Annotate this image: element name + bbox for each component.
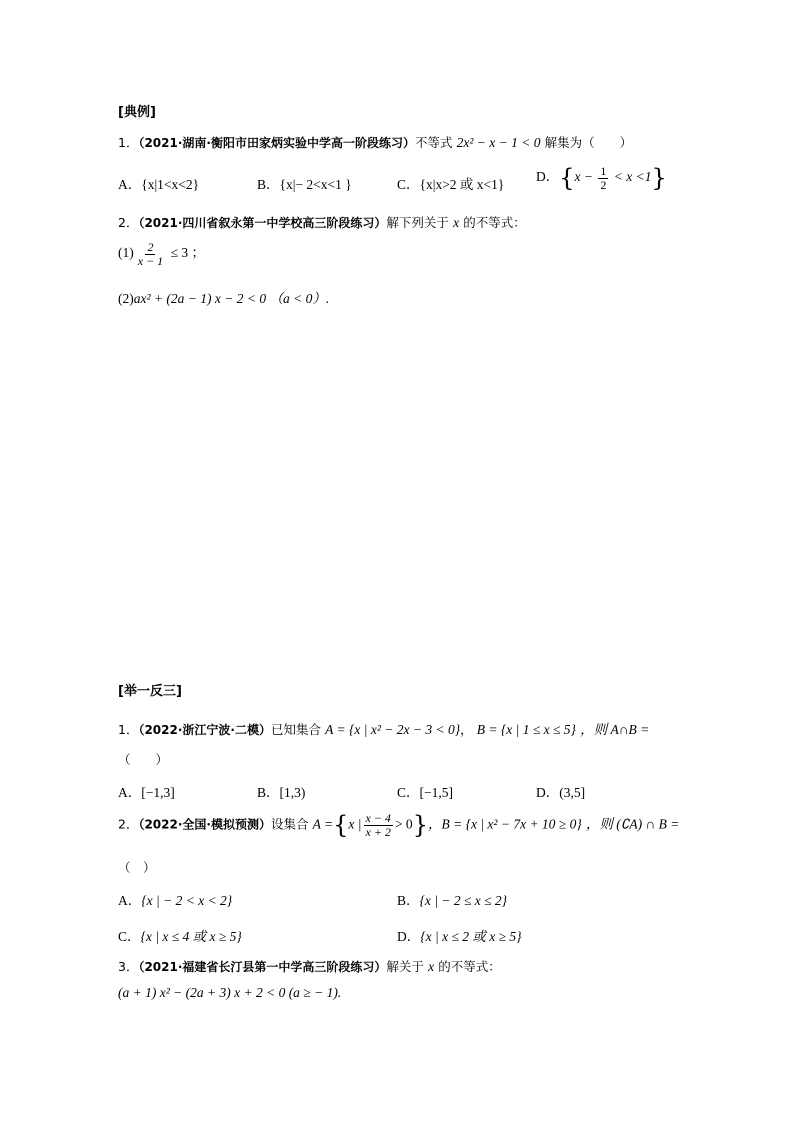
fraction: [136, 241, 165, 267]
option-d: [397, 925, 522, 945]
option-text: {x|x>2 或 x<1}: [419, 177, 505, 192]
option-label: D．: [397, 929, 421, 944]
set-b: B = {x | 1 ≤ x ≤ 5}: [476, 722, 576, 737]
option-a: [118, 173, 199, 193]
question-text: 解下列关于: [386, 215, 449, 230]
subquestion-label: (1): [118, 245, 134, 261]
set-condition: > 0: [394, 816, 413, 832]
option-text: {x | x ≤ 4 或 x ≥ 5}: [140, 929, 242, 944]
question-number: 2．: [118, 215, 139, 230]
left-brace: {: [559, 164, 575, 193]
option-c: [397, 781, 453, 801]
question-source: （2021·湖南·衡阳市田家炳实验中学高一阶段练习）: [138, 136, 415, 150]
option-b: [257, 781, 305, 801]
option-d: [536, 165, 667, 191]
option-label: C．: [397, 785, 420, 800]
option-label: C．: [118, 929, 141, 944]
question-source: （2022·全国·模拟预测）: [138, 817, 271, 832]
variable: x: [453, 215, 460, 230]
subquestion-label: (2): [118, 291, 134, 306]
option-label: B．: [257, 785, 280, 800]
question-tail: ，则 (∁A) ∩ B =: [585, 816, 680, 832]
fraction: [598, 165, 608, 191]
practice-question-3: [118, 957, 501, 975]
question-text: 的不等式：: [463, 215, 526, 230]
fraction-numerator: x − 4: [365, 811, 391, 825]
question-number: 1．: [118, 722, 139, 737]
fraction-numerator: 1: [600, 164, 607, 178]
option-text: < x <1: [613, 169, 652, 185]
fraction-denominator: 2: [600, 177, 607, 192]
practice-question-2: [118, 812, 679, 838]
question-text: 解关于: [386, 959, 424, 974]
subquestion-expression: ax² + (2a − 1) x − 2 < 0: [133, 291, 267, 306]
option-text: [1,3): [279, 785, 306, 800]
question-tail: ，则 A∩B =: [580, 722, 650, 737]
option-text: {x|1<x<2}: [141, 177, 200, 192]
section-heading-examples: [典例]: [118, 105, 156, 120]
question-2: [118, 213, 526, 231]
option-a: [118, 781, 175, 801]
question-number: 1．: [118, 135, 139, 150]
option-label: D．: [536, 169, 560, 185]
option-c: [397, 173, 504, 193]
option-text: [−1,3]: [141, 785, 175, 800]
question-number: 3．: [118, 959, 139, 974]
option-text: {x | − 2 < x < 2}: [141, 893, 233, 908]
option-label: A．: [118, 893, 142, 908]
option-label: B．: [257, 177, 280, 192]
option-b: [397, 889, 507, 909]
option-d: [536, 781, 585, 801]
option-label: C．: [397, 177, 420, 192]
practice-question-1: [118, 718, 649, 738]
inequality-expression: 2x² − x − 1 < 0: [456, 135, 541, 150]
option-text: (3,5]: [559, 785, 586, 800]
option-label: A．: [118, 785, 142, 800]
right-brace: }: [651, 164, 667, 193]
answer-paren: （ ）: [118, 752, 169, 767]
option-label: B．: [397, 893, 420, 908]
option-label: A．: [118, 177, 142, 192]
question-number: 2．: [118, 816, 139, 832]
option-text: {x | − 2 ≤ x ≤ 2}: [419, 893, 508, 908]
set-var: x |: [348, 816, 362, 832]
answer-paren: （ ）: [118, 860, 156, 875]
subquestion-text: ≤ 3 ；: [170, 245, 205, 261]
option-text: {x | x ≤ 2 或 x ≥ 5}: [420, 929, 522, 944]
question-source: （2021·四川省叙永第一中学校高三阶段练习）: [138, 216, 387, 230]
variable: x: [428, 959, 435, 974]
set-a: A = {x | x² − 2x − 3 < 0}: [325, 722, 461, 737]
fraction-numerator: 2: [147, 240, 154, 254]
question-text: 已知集合: [270, 722, 321, 737]
left-brace: {: [333, 811, 349, 840]
question-source: （2021·福建省长汀县第一中学高三阶段练习）: [138, 960, 387, 974]
subquestion-1: [118, 241, 205, 267]
subquestion-2: [118, 287, 329, 307]
option-text: x −: [574, 169, 594, 185]
fraction-denominator: x − 1: [137, 253, 164, 268]
question-text: 设集合: [270, 816, 309, 832]
fraction-denominator: x + 2: [365, 824, 391, 839]
right-brace: }: [412, 811, 428, 840]
question-text: 不等式: [414, 135, 453, 150]
set-a-label: A =: [312, 816, 334, 832]
question-source: （2022·浙江宁波·二模）: [138, 723, 271, 737]
section-heading-practice: [举一反三]: [118, 684, 182, 699]
separator: ，: [460, 722, 473, 737]
option-label: D．: [536, 785, 560, 800]
option-a: [118, 889, 232, 909]
option-c: [118, 925, 242, 945]
fraction: [364, 812, 393, 838]
question-1: [118, 133, 632, 151]
option-text: {x|− 2<x<1 }: [279, 177, 352, 192]
option-b: [257, 173, 352, 193]
question-text: 的不等式：: [438, 959, 501, 974]
set-b: ，B = {x | x² − 7x + 10 ≥ 0}: [427, 816, 582, 832]
subquestion-condition: （a < 0）.: [269, 291, 330, 306]
option-text: [−1,5]: [419, 785, 453, 800]
practice-question-3-expression: (a + 1) x² − (2a + 3) x + 2 < 0 (a ≥ − 1).: [118, 985, 342, 1000]
question-tail: 解集为（ ）: [544, 135, 633, 150]
